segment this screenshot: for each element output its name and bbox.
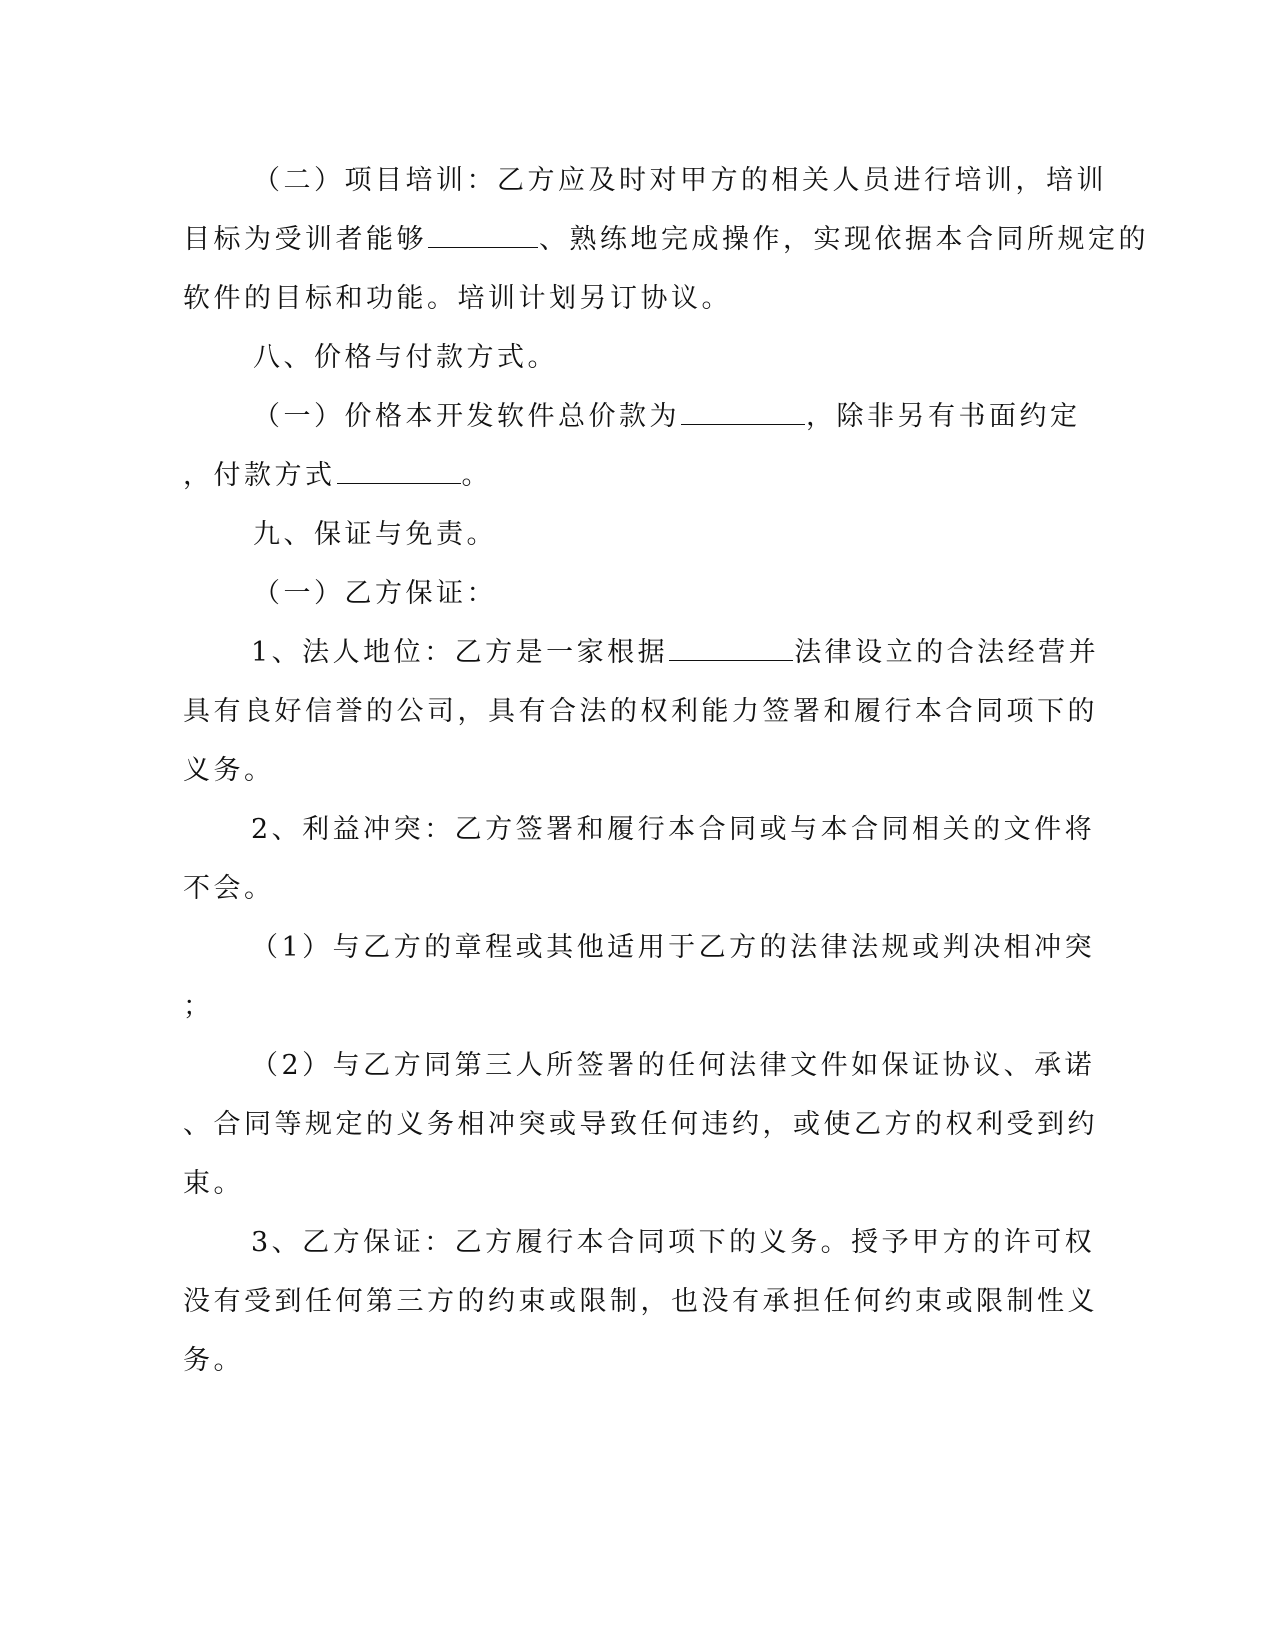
paragraph-line: 、合同等规定的义务相冲突或导致任何违约，或使乙方的权利受到约 (183, 1109, 1098, 1140)
document-body (183, 151, 1149, 1390)
paragraph-line: ，付款方式 。 (183, 460, 492, 491)
paragraph-line: （一）价格本开发软件总价款为 ，除非另有书面约定 (253, 401, 1081, 432)
paragraph-line: 1、法人地位：乙方是一家根据 法律设立的合法经营并 (251, 637, 1100, 668)
paragraph-line: 具有良好信誉的公司，具有合法的权利能力签署和履行本合同项下的 (183, 696, 1098, 727)
paragraph-line: 没有受到任何第三方的约束或限制，也没有承担任何约束或限制性义 (183, 1286, 1098, 1317)
paragraph-line: 3、乙方保证：乙方履行本合同项下的义务。授予甲方的许可权 (251, 1227, 1096, 1258)
paragraph-line: ； (183, 991, 214, 1022)
fill-in-blank (681, 400, 805, 425)
fill-in-blank (669, 636, 793, 661)
fill-in-blank (337, 459, 461, 484)
paragraph-line: 目标为受训者能够 、熟练地完成操作，实现依据本合同所规定的 (183, 224, 1149, 255)
paragraph-line: 不会。 (183, 873, 275, 904)
paragraph-line: 2、利益冲突：乙方签署和履行本合同或与本合同相关的文件将 (251, 814, 1096, 845)
paragraph-line: 束。 (183, 1168, 244, 1199)
paragraph-line: 义务。 (183, 755, 275, 786)
paragraph-line: 务。 (183, 1345, 244, 1376)
paragraph-line: （二）项目培训：乙方应及时对甲方的相关人员进行培训，培训 (253, 165, 1107, 196)
paragraph-line: （1）与乙方的章程或其他适用于乙方的法律法规或判决相冲突 (251, 932, 1096, 963)
section-heading: 八、价格与付款方式。 (253, 342, 558, 373)
subsection-heading: （一）乙方保证： (253, 578, 497, 609)
paragraph-line: （2）与乙方同第三人所签署的任何法律文件如保证协议、承诺 (251, 1050, 1096, 1081)
paragraph-line: 软件的目标和功能。培训计划另订协议。 (183, 283, 732, 314)
section-heading: 九、保证与免责。 (253, 519, 497, 550)
fill-in-blank (428, 223, 538, 248)
